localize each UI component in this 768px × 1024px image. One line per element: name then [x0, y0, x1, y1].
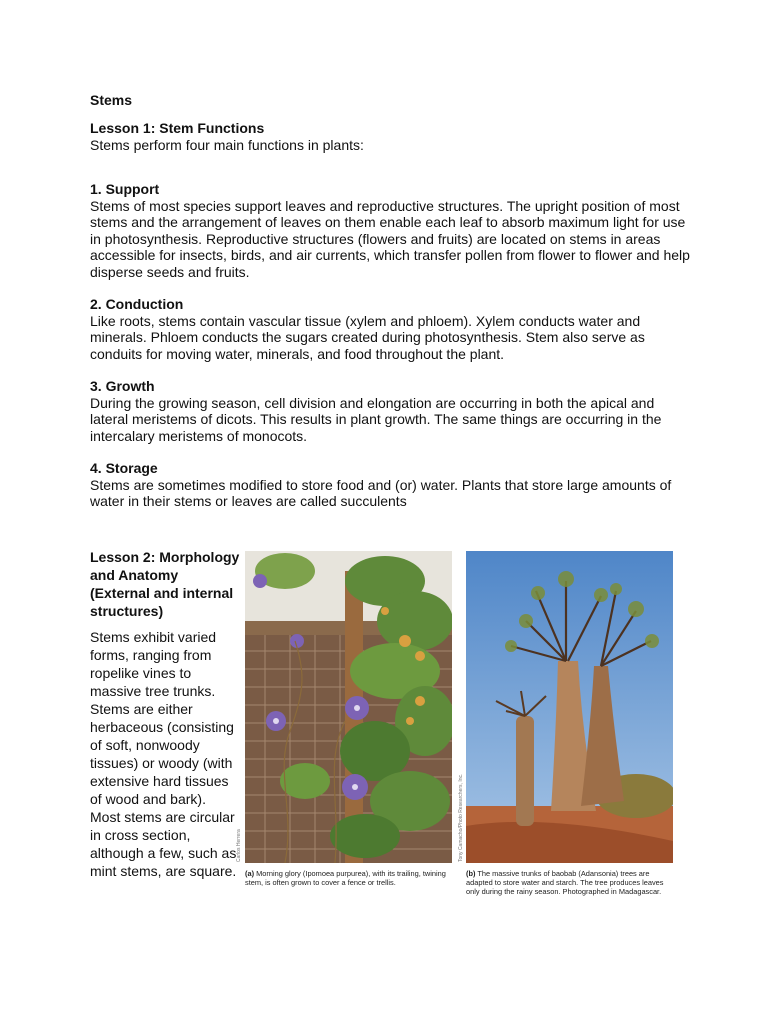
figure-a-caption: [245, 869, 452, 887]
section-heading: 1. Support: [90, 181, 160, 197]
section-text: During the growing season, cell division and elongation are occurring in both the apical and lateral meristems of dicots. This results in plant growth. The same things are occurring in the intercalary meristems of monocots.: [90, 394, 662, 444]
figure-a-label: (a): [245, 869, 255, 878]
section-storage: [90, 460, 675, 510]
page-title: Stems: [90, 92, 133, 108]
section-conduction: [90, 296, 690, 362]
figure-a-credit: Carlos Herrera: [236, 829, 242, 862]
figure-morning-glory: [245, 551, 452, 887]
lesson2-text: Stems exhibit varied forms, ranging from ropelike vines to massive tree trunks. Stems are either herbaceous (consisting of soft, nonwoody tissues) or woody (with extensive hard tissues of wood and bark). Most stems are circular in cross section, although a few, such as mint stems, are square.: [90, 629, 237, 879]
section-support: [90, 181, 690, 280]
section-text: Stems are sometimes modified to store food and (or) water. Plants that store large amounts of water in their stems or leaves are called succulents: [90, 476, 672, 509]
lesson2-heading: Lesson 2: Morphology and Anatomy (External and internal structures): [90, 549, 240, 619]
section-heading: 4. Storage: [90, 460, 158, 476]
figure-a-caption-text: Morning glory (Ipomoea purpurea), with its trailing, twining stem, is often grown to cover a fence or trellis.: [245, 869, 446, 888]
lesson1-intro: Stems perform four main functions in plants:: [90, 136, 364, 153]
figure-baobab: [466, 551, 673, 897]
morning-glory-photo: [245, 551, 452, 863]
figure-b-caption-text: The massive trunks of baobab (Adansonia) trees are adapted to store water and starch. The tree produces leaves only during the rainy season. Photographed in Madagascar.: [466, 869, 664, 897]
lesson2-block: [90, 548, 240, 880]
figure-b-label: (b): [466, 869, 476, 878]
section-heading: 2. Conduction: [90, 296, 184, 312]
section-growth: [90, 378, 690, 444]
section-text: Like roots, stems contain vascular tissue (xylem and phloem). Xylem conducts water and minerals. Phloem conducts the sugars created during photosynthesis. Stem also serve as conduits for moving water, minerals, and food throughout the plant.: [90, 312, 645, 362]
lesson1-intro-block: [90, 120, 690, 153]
baobab-photo: [466, 551, 673, 863]
figure-b-caption: [466, 869, 673, 897]
figure-b-credit: Tony Camacho/Photo Researchers, Inc.: [458, 773, 464, 862]
section-text: Stems of most species support leaves and reproductive structures. The upright position of most stems and the arrangement of leaves on them enable each leaf to absorb maximum light for use in photosynthesis. Reproductive structures (flowers and fruits) are located on stems in areas accessible for insects, birds, and air currents, which transfer pollen from flower to flower and help disperse seeds and fruits.: [90, 197, 690, 280]
lesson1-heading: Lesson 1: Stem Functions: [90, 120, 265, 136]
section-heading: 3. Growth: [90, 378, 155, 394]
